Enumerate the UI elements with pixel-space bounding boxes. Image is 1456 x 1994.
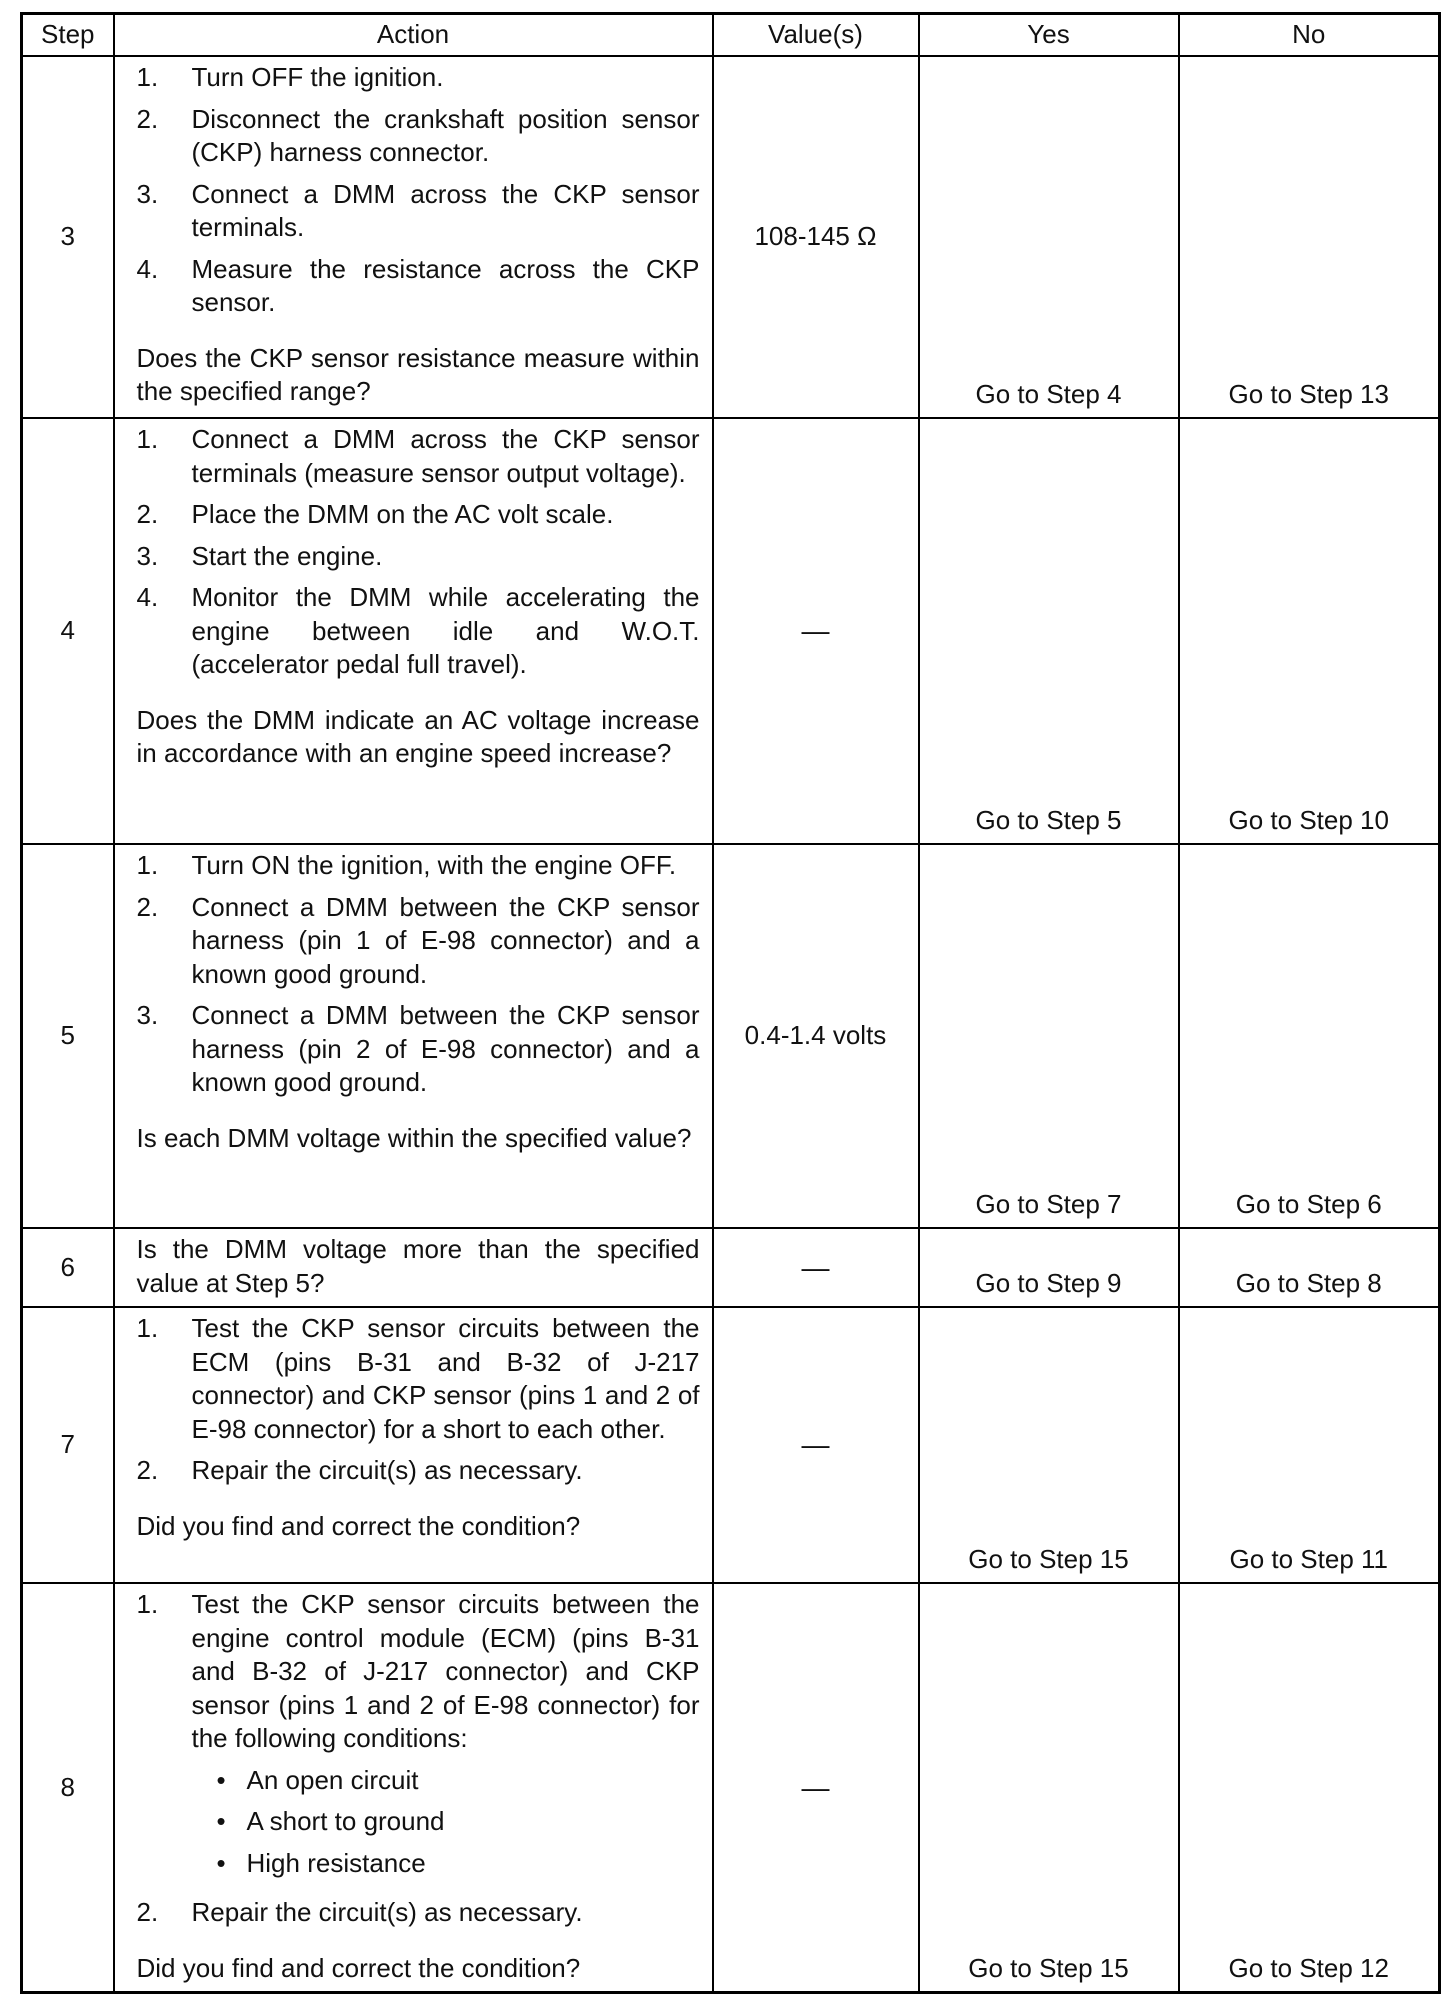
- action-step: 4. Monitor the DMM while accelerating the engine between idle and W.O.T. (accelerator pedal full travel).: [136, 582, 700, 679]
- action-step: 1. Turn OFF the ignition.: [136, 62, 444, 92]
- header-no: No: [1179, 14, 1440, 57]
- value-cell: —: [713, 1228, 919, 1307]
- action-question: Does the CKP sensor resistance measure within the specified range?: [136, 342, 700, 406]
- action-cell: [114, 1307, 713, 1583]
- step-number: 7: [22, 1307, 114, 1583]
- value-cell: 0.4-1.4 volts: [713, 844, 919, 1228]
- action-cell: [114, 56, 713, 418]
- yes-cell: Go to Step 4: [919, 56, 1179, 418]
- step-number: 3: [22, 56, 114, 418]
- step-number: 8: [22, 1583, 114, 1993]
- yes-cell: Go to Step 15: [919, 1583, 1179, 1993]
- action-step: 2. Repair the circuit(s) as necessary.: [136, 1897, 583, 1927]
- value-cell: —: [713, 418, 919, 844]
- condition-item: • A short to ground: [192, 1805, 700, 1839]
- table-header-row: [22, 14, 1440, 57]
- header-action: Action: [114, 14, 713, 57]
- bullet-icon: •: [216, 1847, 226, 1878]
- yes-cell: Go to Step 5: [919, 418, 1179, 844]
- table-row: [22, 1228, 1440, 1307]
- condition-item: • An open circuit: [192, 1764, 700, 1798]
- no-cell: Go to Step 13: [1179, 56, 1440, 418]
- action-cell: [114, 844, 713, 1228]
- action-step: 3. Connect a DMM across the CKP sensor terminals.: [136, 178, 700, 242]
- value-cell: —: [713, 1583, 919, 1993]
- header-yes: Yes: [919, 14, 1179, 57]
- action-steps: [137, 423, 700, 682]
- bullet-icon: •: [216, 1764, 226, 1795]
- action-step: 2. Connect a DMM between the CKP sensor harness (pin 1 of E-98 connector) and a known good ground.: [136, 891, 700, 989]
- action-question: Is each DMM voltage within the specified value?: [136, 1122, 692, 1153]
- no-cell: Go to Step 10: [1179, 418, 1440, 844]
- action-steps: [137, 1588, 700, 1930]
- value-cell: 108-145 Ω: [713, 56, 919, 418]
- header-step: Step: [22, 14, 114, 57]
- action-cell: [114, 418, 713, 844]
- table-row: [22, 418, 1440, 844]
- action-step: 2. Place the DMM on the AC volt scale.: [136, 499, 614, 529]
- no-cell: Go to Step 8: [1179, 1228, 1440, 1307]
- step-number: 5: [22, 844, 114, 1228]
- action-steps: [137, 849, 700, 1100]
- action-step: 4. Measure the resistance across the CKP sensor.: [136, 253, 700, 317]
- action-question: Is the DMM voltage more than the specified value at Step 5?: [136, 1234, 700, 1298]
- yes-cell: Go to Step 7: [919, 844, 1179, 1228]
- action-step: 2. Disconnect the crankshaft position sensor (CKP) harness connector.: [136, 103, 700, 167]
- action-steps: [137, 1312, 700, 1488]
- header-values: Value(s): [713, 14, 919, 57]
- no-cell: Go to Step 11: [1179, 1307, 1440, 1583]
- value-cell: —: [713, 1307, 919, 1583]
- action-cell: [114, 1583, 713, 1993]
- yes-cell: Go to Step 15: [919, 1307, 1179, 1583]
- table-row: [22, 1583, 1440, 1993]
- no-cell: Go to Step 6: [1179, 844, 1440, 1228]
- condition-item: • High resistance: [192, 1847, 700, 1881]
- condition-list: [192, 1764, 700, 1881]
- action-question: Did you find and correct the condition?: [136, 1510, 581, 1541]
- action-step: 3. Start the engine.: [136, 540, 383, 571]
- step-number: 6: [22, 1228, 114, 1307]
- diagnostic-table: [20, 12, 1441, 1994]
- no-cell: Go to Step 12: [1179, 1583, 1440, 1993]
- table-row: [22, 1307, 1440, 1583]
- action-step: 1. Test the CKP sensor circuits between the ECM (pins B-31 and B-32 of J-217 connector) and CKP sensor (pins 1 and 2 of E-98 connector) for a short to each other.: [136, 1313, 700, 1444]
- bullet-icon: •: [216, 1806, 226, 1836]
- step-number: 4: [22, 418, 114, 844]
- table-row: [22, 56, 1440, 418]
- yes-cell: Go to Step 9: [919, 1228, 1179, 1307]
- action-step: 1. Connect a DMM across the CKP sensor terminals (measure sensor output voltage).: [136, 424, 700, 488]
- action-step: 1. Turn ON the ignition, with the engine OFF.: [136, 850, 677, 880]
- action-cell: [114, 1228, 713, 1307]
- action-step: 2. Repair the circuit(s) as necessary.: [136, 1455, 583, 1485]
- action-step: 1. Test the CKP sensor circuits between the engine control module (ECM) (pins B-31 and B-32 of J-217 connector) and CKP sensor (pins 1 and 2 of E-98 connector) for the following conditions: • An open circuit • A short to ground • High resistance: [137, 1588, 700, 1888]
- action-steps: [137, 61, 700, 320]
- action-question: Does the DMM indicate an AC voltage increase in accordance with an engine speed increase?: [136, 704, 700, 768]
- table-row: [22, 844, 1440, 1228]
- action-step: 3. Connect a DMM between the CKP sensor harness (pin 2 of E-98 connector) and a known good ground.: [136, 1000, 700, 1097]
- action-question: Did you find and correct the condition?: [136, 1952, 581, 1983]
